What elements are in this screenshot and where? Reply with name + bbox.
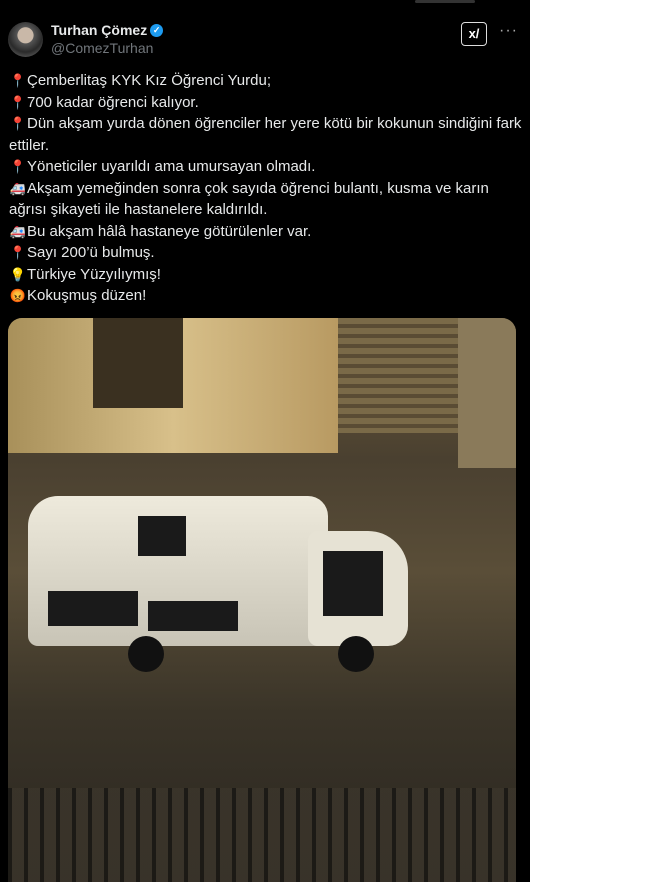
tweet-line: 📍Dün akşam yurda dönen öğrenciler her yere kötü bir kokunun sindiğini fark ettiler. — [9, 115, 522, 154]
tweet-line: 📍Çemberlitaş KYK Kız Öğrenci Yurdu; — [9, 70, 524, 92]
verified-badge-icon: ✓ — [150, 24, 163, 37]
ambulance-icon: 🚑 — [9, 180, 27, 196]
pin-icon: 📍 — [9, 245, 27, 260]
photo-wall — [458, 318, 516, 468]
scroll-indicator — [415, 0, 475, 3]
tweet-line: 📍Sayı 200’ü bulmuş. — [9, 242, 524, 264]
photo-stairs — [338, 318, 458, 433]
pin-icon: 📍 — [9, 73, 27, 88]
tweet-line: 😡Kokuşmuş düzen! — [9, 285, 524, 307]
lightbulb-icon: 💡 — [9, 266, 27, 282]
photo-building — [8, 318, 338, 453]
pin-icon: 📍 — [9, 116, 27, 131]
ambulance-icon: 🚑 — [9, 223, 27, 239]
tweet-line: 💡Türkiye Yüzyılıymış! — [9, 264, 524, 286]
tweet-line: 📍Yöneticiler uyarıldı ama umursayan olmadı. — [9, 156, 524, 178]
pin-icon: 📍 — [9, 94, 27, 110]
photo-van — [28, 496, 408, 656]
author-name[interactable]: Turhan Çömez ✓ — [51, 22, 163, 38]
photo-fence — [8, 788, 516, 882]
tweet-photo[interactable] — [8, 318, 516, 882]
angry-face-icon: 😡 — [9, 288, 27, 303]
avatar[interactable] — [8, 22, 43, 57]
more-options-button[interactable]: ··· — [499, 22, 518, 39]
tweet-text — [9, 70, 524, 307]
tweet-line: 🚑Akşam yemeğinden sonra çok sayıda öğrenci bulantı, kusma ve karın ağrısı şikayeti ile hastanelere kaldırıldı. — [9, 179, 489, 218]
pin-icon: 📍 — [9, 159, 27, 174]
tweet-line: 📍700 kadar öğrenci kalıyor. — [9, 92, 524, 114]
tweet-line: 🚑Bu akşam hâlâ hastaneye götürülenler var. — [9, 221, 524, 243]
grok-button[interactable]: x/ — [461, 22, 487, 46]
author-handle[interactable]: @ComezTurhan — [51, 40, 154, 56]
